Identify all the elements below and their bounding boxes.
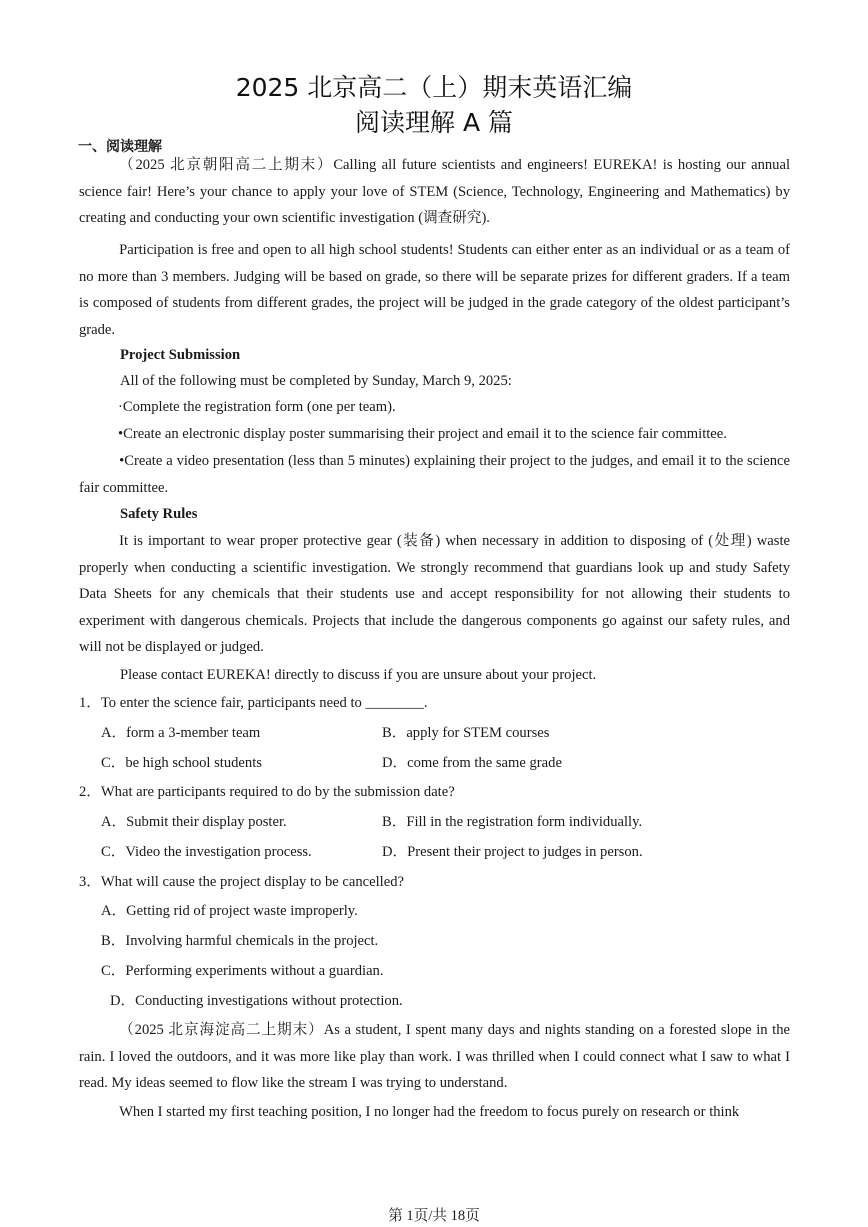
submission-item-1: ·Complete the registration form (one per team). [118,399,396,415]
question-1-option-d: D．come from the same grade [382,755,562,771]
submission-item-3: •Create a video presentation (less than 5 minutes) explaining their project to the judges, and email it to the science fair committee. [79,453,790,496]
question-2-option-a: A．Submit their display poster. [101,814,287,830]
passage-a-paragraph-2: Participation is free and open to all high school students! Students can either enter as an individual or as a team of no more than 3 members. Judging will be based on grade, so there will be separate prizes for different graders. If a team is composed of students from different grades, the project will be judged in the grade category of the oldest participant’s grade. [79,242,790,338]
question-3-option-a: A．Getting rid of project waste improperly. [101,903,358,919]
question-2-option-d: D．Present their project to judges in person. [382,844,643,860]
question-2-option-c: C．Video the investigation process. [101,844,312,860]
question-1-stem: 1．To enter the science fair, participants need to ________. [79,695,428,711]
safety-paragraph: It is important to wear proper protective gear (装备) when necessary in addition to disposing of (处理) waste properly when conducting a scientific investigation. We strongly recommend that guardians look up and study Safety Data Sheets for any chemicals that their students use and accept responsibility for not allowing their students to experiment with dangerous chemicals. Projects that include the dangerous components go against our safety rules, and will not be displayed or judged. [79,533,790,655]
submission-intro: All of the following must be completed by Sunday, March 9, 2025: [120,373,512,389]
passage-b-paragraph-1: （2025 北京海淀高二上期末）As a student, I spent many days and nights standing on a forested slope in the rain. I loved the outdoors, and it was more like play than work. I was thrilled when I could connect what I saw to what I read. My ideas seemed to flow like the stream I was trying to understand. [79,1022,790,1091]
section-heading: 一、阅读理解 [78,139,162,155]
passage-b-paragraph-2: When I started my first teaching position, I no longer had the freedom to focus purely on research or think [119,1104,740,1120]
question-1-option-a: A．form a 3-member team [101,725,261,741]
document-title: 2025 北京高二（上）期末英语汇编 [235,73,633,102]
question-3-option-d: D．Conducting investigations without protection. [110,993,403,1009]
question-3-option-c: C．Performing experiments without a guardian. [101,963,384,979]
question-1-option-c: C．be high school students [101,755,262,771]
passage-a-paragraph-1: （2025 北京朝阳高二上期末）Calling all future scientists and engineers! EUREKA! is hosting our annual science fair! Here’s your chance to apply your love of STEM (Science, Technology, Engineering and Mathematics) by creating and conducting your own scientific investigation (调查研究). [79,157,790,226]
question-2-stem: 2．What are participants required to do by the submission date? [79,784,455,800]
question-3-option-b: B．Involving harmful chemicals in the project. [101,933,379,949]
safety-heading: Safety Rules [120,506,198,522]
question-1-option-b: B．apply for STEM courses [382,725,550,741]
question-3-stem: 3．What will cause the project display to be cancelled? [79,874,404,890]
submission-item-2: •Create an electronic display poster summarising their project and email it to the science fair committee. [118,426,727,442]
question-2-option-b: B．Fill in the registration form individually. [382,814,643,830]
contact-line: Please contact EUREKA! directly to discuss if you are unsure about your project. [120,667,597,683]
document-subtitle: 阅读理解 A 篇 [355,108,513,137]
submission-heading: Project Submission [120,347,241,363]
page-number: 第 1页/共 18页 [388,1208,480,1224]
